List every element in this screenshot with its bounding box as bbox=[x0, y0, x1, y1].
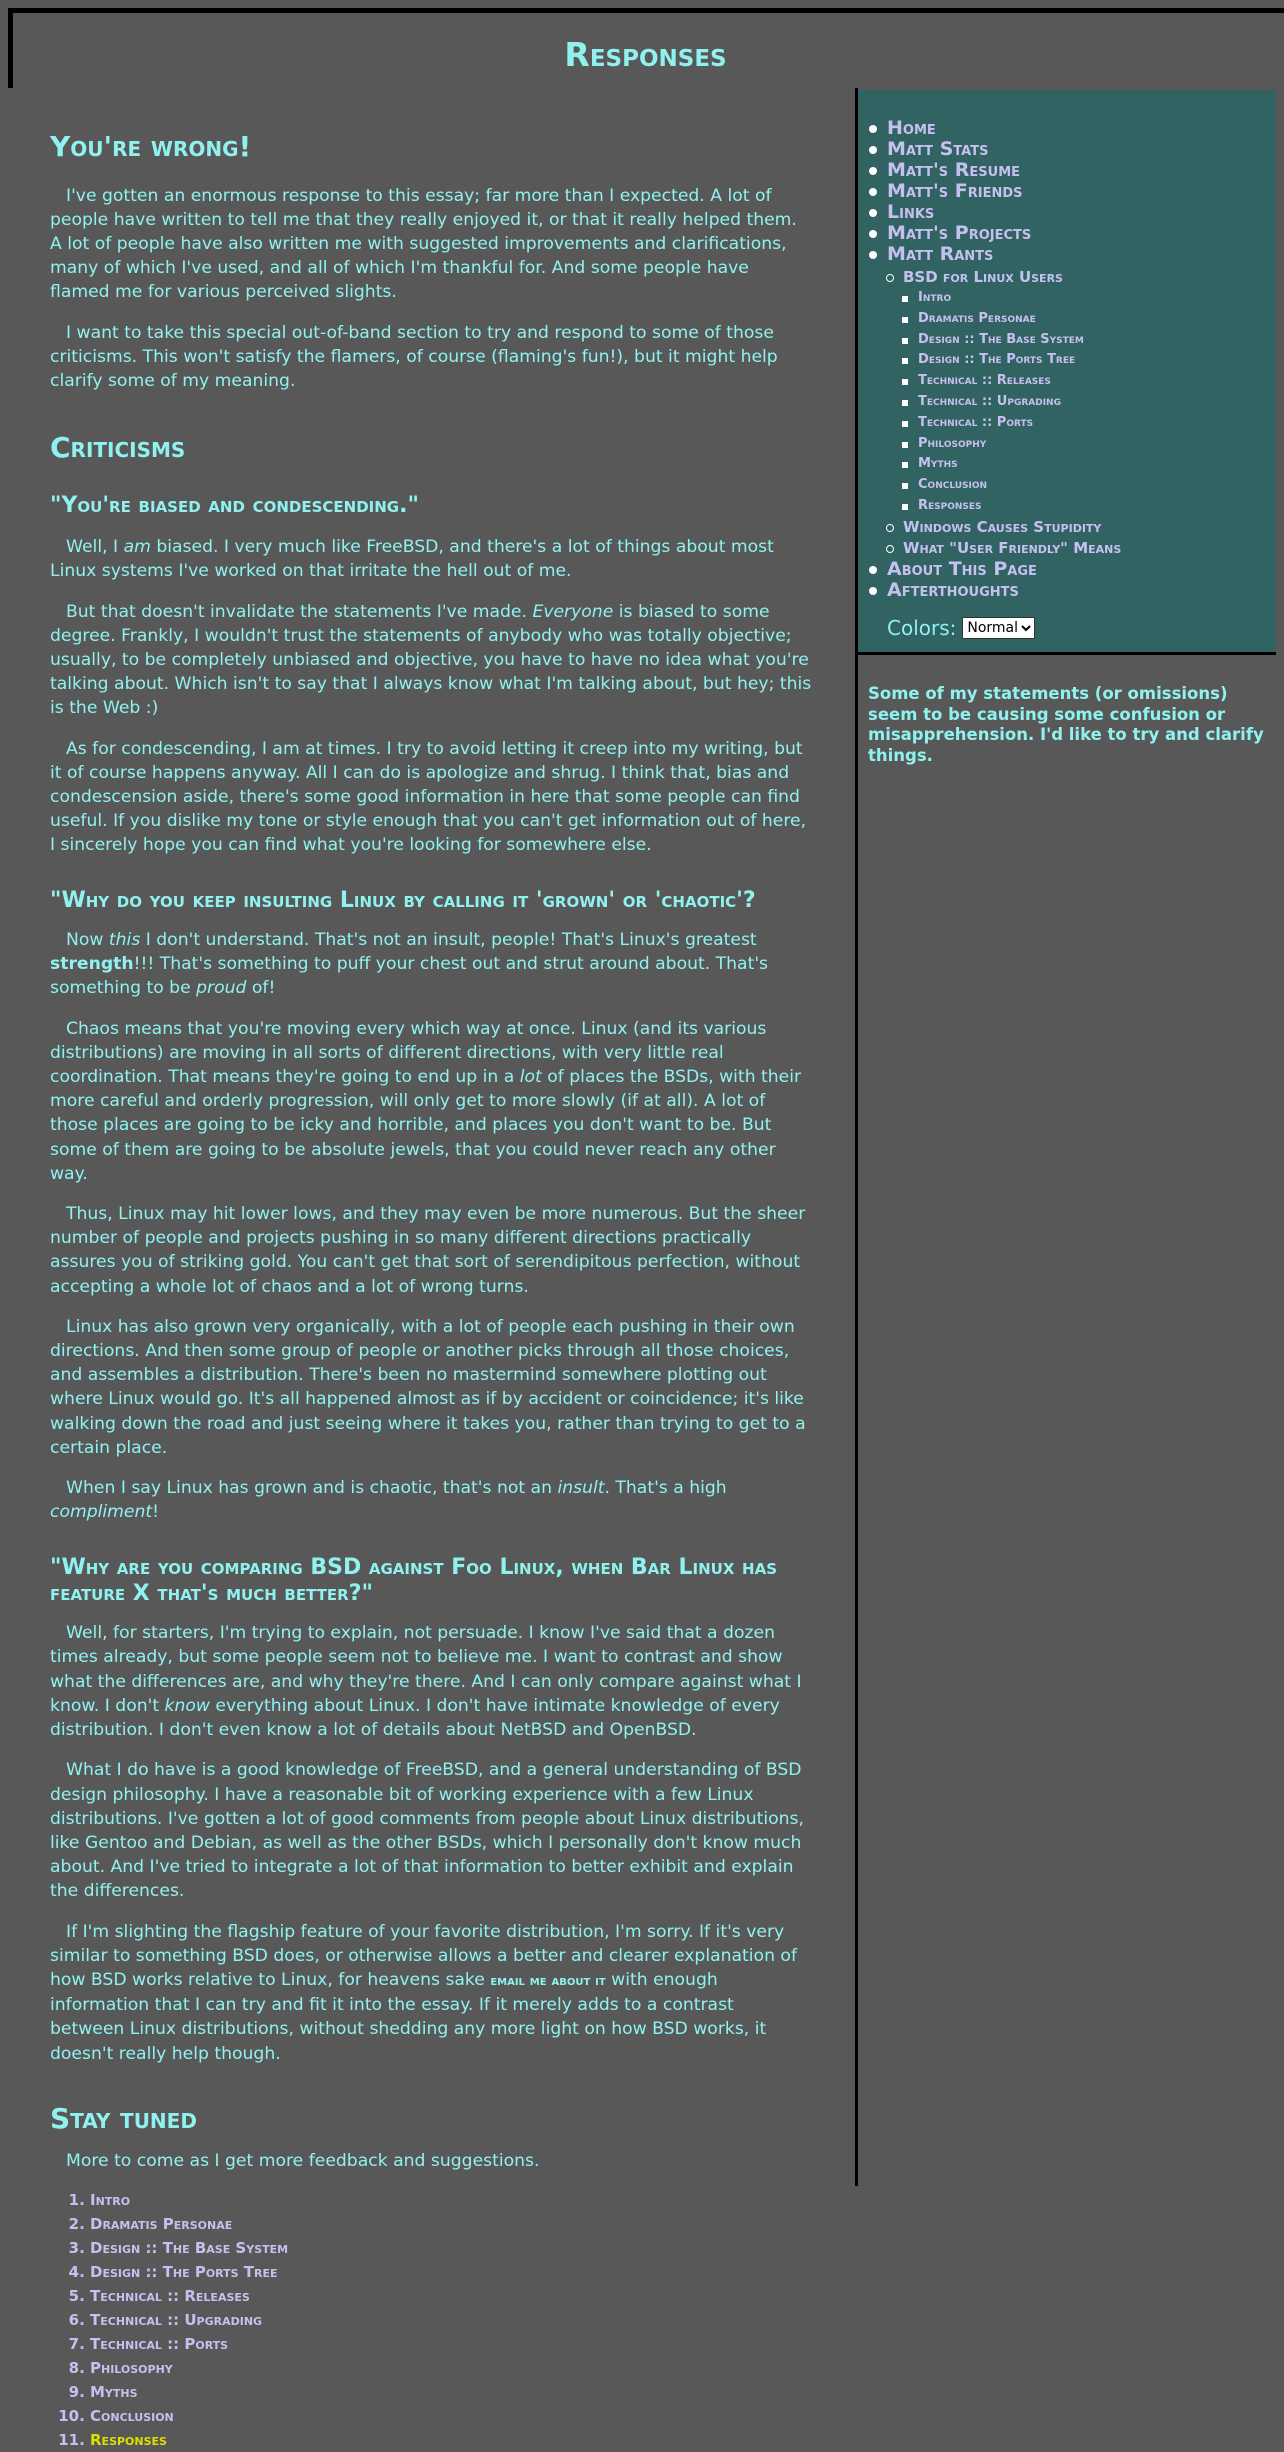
section-item-design-ports-tree[interactable]: Design :: The Ports Tree bbox=[918, 350, 1121, 371]
toc-item-conclusion[interactable]: 10. Conclusion bbox=[90, 2404, 812, 2428]
section-item-intro[interactable]: Intro bbox=[918, 288, 1121, 309]
comparing-paragraph-1: Well, for starters, I'm trying to explain, not persuade. I know I've said that a dozen times already, but some people seem not to believe me. I want to contrast and show what the differences are, and why they're there. And I can only compare against what I know. I don't know everything about Linux. I don't have intimate knowledge of every distribution. I don't even know a lot of details about NetBSD and OpenBSD. bbox=[50, 1623, 802, 1741]
sidebar-note: Some of my statements (or omissions) seem to be causing some confusion or misapprehension. I'd like to try and clarify things. bbox=[868, 684, 1264, 765]
insulting-heading: "Why do you keep insulting Linux by calling it 'grown' or 'chaotic'? bbox=[50, 887, 756, 913]
nav-item-matts-friends[interactable]: Matt's Friends bbox=[887, 181, 1121, 202]
rants-submenu bbox=[887, 267, 1121, 559]
page-header bbox=[8, 8, 1284, 88]
section-item-technical-ports[interactable]: Technical :: Ports bbox=[918, 413, 1121, 434]
main-content bbox=[50, 130, 812, 2452]
stay-tuned-heading: Stay tuned bbox=[50, 2101, 197, 2135]
toc-item-design-base-system[interactable]: 3. Design :: The Base System bbox=[90, 2236, 812, 2260]
section-item-technical-upgrading[interactable]: Technical :: Upgrading bbox=[918, 392, 1121, 413]
biased-heading: "You're biased and condescending." bbox=[50, 492, 419, 518]
comparing-paragraph-3: If I'm slighting the flagship feature of your favorite distribution, I'm sorry. If it's very similar to something BSD does, or otherwise allows a better and clearer explanation of how BSD works relative to Linux, for heavens sake email me about it with enough information that I can try and fit it into the essay. If it merely adds to a contrast between Linux distributions, without shedding any more light on how BSD works, it doesn't really help though. bbox=[50, 1921, 798, 2064]
toc-item-intro[interactable]: 1. Intro bbox=[90, 2188, 812, 2212]
toc-item-responses[interactable]: 11. Responses bbox=[90, 2428, 812, 2452]
toc-item-design-ports-tree[interactable]: 4. Design :: The Ports Tree bbox=[90, 2260, 812, 2284]
insulting-paragraph-5: When I say Linux has grown and is chaotic, that's not an insult. That's a high compliment! bbox=[50, 1478, 727, 1523]
comparing-paragraph-2: What I do have is a good knowledge of FreeBSD, and a general understanding of BSD design philosophy. I have a reasonable bit of working experience with a few Linux distributions. I've gotten a lot of good comments from people about Linux distributions, like Gentoo and Debian, as well as the other BSDs, which I personally don't know much about. And I've tried to integrate a lot of that information to better exhibit and explain the differences. bbox=[50, 1760, 804, 1902]
sidebar-divider bbox=[858, 652, 1276, 655]
nav-item-matt-rants[interactable]: Matt Rants BSD for Linux Users Intro Dramatis Personae Design :: The Base System Design :: The Ports Tree Technical :: Releases Technical :: Upgrading Technical :: Ports Philosophy Myths Conclusion Responses Windows Causes Stupidity What "User Friendly" Means bbox=[887, 243, 1122, 557]
comparing-heading: "Why are you comparing BSD against Foo Linux, when Bar Linux has feature X that's much better?" bbox=[50, 1554, 778, 1606]
insulting-paragraph-4: Linux has also grown very organically, with a lot of people each pushing in their own directions. And then some group of people or another picks through all those choices, and assembles a distribution. There's been no mastermind somewhere plotting out where Linux would go. It's all happened almost as if by accident or coincidence; it's like walking down the road and just seeing where it takes you, rather than trying to get to a certain place. bbox=[50, 1316, 806, 1458]
criticisms-heading: Criticisms bbox=[50, 431, 186, 465]
biased-paragraph-2: But that doesn't invalidate the statements I've made. Everyone is biased to some degree. Frankly, I wouldn't trust the statements of anybody who was totally objective; usually, to be completely unbiased and objective, you have to have no idea what you're talking about. Which isn't to say that I always know what I'm talking about, but hey; this is the Web :) bbox=[50, 601, 812, 719]
toc-item-technical-upgrading[interactable]: 6. Technical :: Upgrading bbox=[90, 2308, 812, 2332]
toc-item-technical-releases[interactable]: 5. Technical :: Releases bbox=[90, 2284, 812, 2308]
sidebar-nav bbox=[887, 118, 1121, 601]
bsd-sections-submenu bbox=[903, 288, 1121, 517]
biased-paragraph-1: Well, I am biased. I very much like FreeBSD, and there's a lot of things about most Linux systems I've worked on that irritate the hell out of me. bbox=[50, 537, 774, 582]
section-item-responses[interactable]: Responses bbox=[918, 496, 1121, 517]
insulting-paragraph-1: Now this I don't understand. That's not an insult, people! That's Linux's greatest strength!!! That's something to puff your chest out and strut around about. That's something to be proud of! bbox=[50, 930, 769, 999]
toc-list bbox=[50, 2188, 812, 2452]
intro-paragraph-1: I've gotten an enormous response to this essay; far more than I expected. A lot of people have written to tell me that they really enjoyed it, or that it really helped them. A lot of people have also written me with suggested improvements and clarifications, many of which I've used, and all of which I'm thankful for. And some people have flamed me for various perceived slights. bbox=[50, 185, 797, 303]
section-item-design-base-system[interactable]: Design :: The Base System bbox=[918, 330, 1121, 351]
page-title: Responses bbox=[564, 35, 727, 74]
stay-tuned-paragraph: More to come as I get more feedback and suggestions. bbox=[66, 2151, 540, 2172]
colors-select[interactable] bbox=[962, 617, 1035, 639]
insulting-paragraph-2: Chaos means that you're moving every which way at once. Linux (and its various distributions) are moving in all sorts of different directions, with very little real coordination. That means they're going to end up in a lot of places the BSDs, with their more careful and orderly progression, will only get to more slowly (if at all). A lot of those places are going to be icky and horrible, and places you don't want to be. But some of them are going to be absolute jewels, that you could never reach any other way. bbox=[50, 1018, 802, 1184]
nav-item-matt-stats[interactable]: Matt Stats bbox=[887, 139, 1121, 160]
intro-heading: You're wrong! bbox=[50, 130, 252, 163]
nav-item-afterthoughts[interactable]: Afterthoughts bbox=[887, 580, 1121, 601]
colors-control bbox=[887, 616, 1035, 640]
insulting-paragraph-3: Thus, Linux may hit lower lows, and they may even be more numerous. But the sheer number of people and projects pushing in so many different directions practically assures you of striking gold. You can't get that sort of serendipitous perfection, without accepting a whole lot of chaos and a lot of wrong turns. bbox=[50, 1204, 806, 1297]
rant-item-user-friendly[interactable]: What "User Friendly" Means bbox=[903, 538, 1122, 557]
section-item-myths[interactable]: Myths bbox=[918, 454, 1121, 475]
nav-item-about-this-page[interactable]: About This Page bbox=[887, 559, 1121, 580]
toc-item-technical-ports[interactable]: 7. Technical :: Ports bbox=[90, 2332, 812, 2356]
toc-item-dramatis-personae[interactable]: 2. Dramatis Personae bbox=[90, 2212, 812, 2236]
intro-paragraph-2: I want to take this special out-of-band section to try and respond to some of those criticisms. This won't satisfy the flamers, of course (flaming's fun!), but it might help clarify some of my meaning. bbox=[50, 322, 778, 392]
section-item-conclusion[interactable]: Conclusion bbox=[918, 475, 1121, 496]
nav-item-links[interactable]: Links bbox=[887, 202, 1121, 223]
toc-item-philosophy[interactable]: 8. Philosophy bbox=[90, 2356, 812, 2380]
colors-label: Colors: bbox=[887, 616, 957, 640]
nav-item-matts-resume[interactable]: Matt's Resume bbox=[887, 160, 1121, 181]
rant-item-windows-causes-stupidity[interactable]: Windows Causes Stupidity bbox=[903, 517, 1121, 538]
rant-item-bsd-for-linux-users[interactable]: BSD for Linux Users Intro Dramatis Personae Design :: The Base System Design :: The Ports Tree Technical :: Releases Technical :: Upgrading Technical :: Ports Philosophy Myths Conclusion Responses bbox=[903, 267, 1121, 517]
biased-paragraph-3: As for condescending, I am at times. I try to avoid letting it creep into my writing, but it of course happens anyway. All I can do is apologize and shrug. I think that, bias and condescension aside, there's some good information in here that some people can find useful. If you dislike my tone or style enough that you can't get information out of here, I sincerely hope you can find what you're looking for somewhere else. bbox=[50, 738, 807, 856]
section-item-technical-releases[interactable]: Technical :: Releases bbox=[918, 371, 1121, 392]
email-link[interactable]: email me about it bbox=[490, 1972, 606, 1989]
toc-item-myths[interactable]: 9. Myths bbox=[90, 2380, 812, 2404]
nav-item-matts-projects[interactable]: Matt's Projects bbox=[887, 223, 1121, 244]
sidebar bbox=[858, 90, 1276, 652]
section-item-dramatis-personae[interactable]: Dramatis Personae bbox=[918, 309, 1121, 330]
section-item-philosophy[interactable]: Philosophy bbox=[918, 434, 1121, 455]
nav-item-home[interactable]: Home bbox=[887, 118, 1121, 139]
